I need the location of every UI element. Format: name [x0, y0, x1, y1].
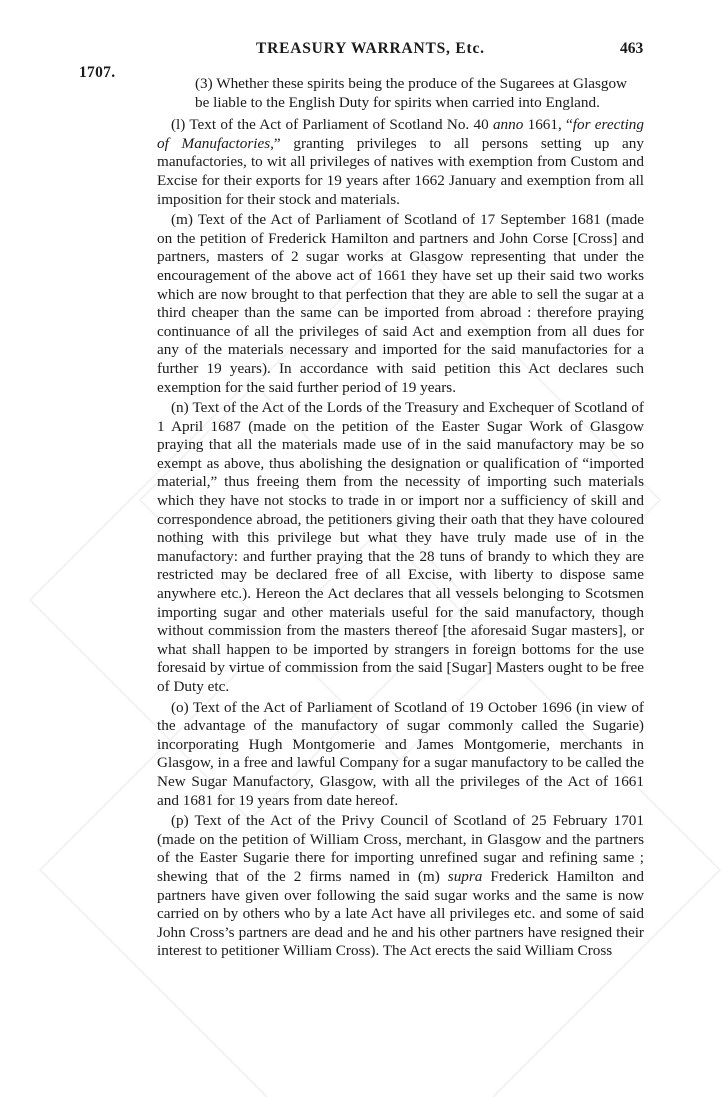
paragraph-p-italic-supra: supra [447, 867, 483, 885]
paragraph-l-italic-anno: anno [492, 116, 524, 134]
paragraph-l [157, 116, 644, 209]
paragraph-p-text-1: (p) Text of the Act of the Privy Council of Scotland of 25 February 1701 (made on the petition of William Cross, merchant, in Glasgow and the partners of the Easter Sugarie there for importing unrefined sugar and refining same ; shewing that of the 2 firms named in (m) [157, 812, 644, 885]
paragraph-m: (m) Text of the Act of Parliament of Scotland of 17 September 1681 (made on the petition of Frederick Hamilton and partners and John Corse [Cross] and partners, masters of 2 sugar works at Glasgow representing that under the encouragement of the above act of 1661 they have set up their said two works which are now brought to that perfection that they are able to sell the sugar at a third cheaper than the same can be imported from abroad : therefore praying continuance of all the privileges of said Act and exemption from all dues for any of the materials necessary and imported for the said manufactories for a further 19 years). In accordance with said petition this Act declares such exemption for the said further period of 19 years. [157, 211, 644, 396]
paragraph-l-text-1: (l) Text of the Act of Parliament of Scotland No. 40 [171, 116, 493, 134]
page-number: 463 [620, 40, 644, 57]
document-body [157, 75, 644, 963]
paragraph-l-italic-title: for erecting of Manufactories, [157, 116, 644, 152]
paragraph-l-text-2: 1661, “ [523, 116, 573, 134]
running-head [0, 40, 722, 81]
paragraph-o: (o) Text of the Act of Parliament of Scotland of 19 October 1696 (in view of the advantage of the manufactory of sugar commonly called the Sugarie) incorporating Hugh Montgomerie and James Montgomerie, merchants in Glasgow, in a free and lawful Company for a sugar manufactory to be called the New Sugar Manufactory, Glasgow, with all the privileges of the Act of 1661 and 1681 for 19 years from date hereof. [157, 698, 644, 809]
running-title: TREASURY WARRANTS, Etc. [256, 40, 485, 57]
margin-year: 1707. [79, 64, 116, 81]
paragraph-p [157, 812, 644, 961]
paragraph-n: (n) Text of the Act of the Lords of the Treasury and Exchequer of Scotland of 1 April 1687 (made on the petition of the Easter Sugar Work of Glasgow praying that all the materials made use of in the said manufactory may be so exempt as above, thus abolishing the designation or qualification of “imported material,” thus freeing them from the necessity of importing such materials which they have not stocks to trade in or import nor a sufficiency of skill and correspondence abroad, the petitioners giving their oath that they have coloured nothing with this privilege but what they have truly made use of in the manufactory: and further praying that the 28 tuns of brandy to which they are restricted may be declared free of all Excise, with liberty to dispose same anywhere etc.). Hereon the Act declares that all vessels belonging to Scotsmen importing sugar and other materials useful for the said manufactory, though without commission from the masters thereof [the aforesaid Sugar masters], or what shall happen to be imported by strangers in foreign bottoms for the use foresaid by virtue of commission from the said [Sugar] Masters ought to be free of Duty etc. [157, 399, 644, 695]
paragraph-p-text-2: Frederick Hamilton and partners have given over following the said sugar works and the same is now carried on by others who by a late Act have all privileges etc. and some of said John Cross’s partners are dead and he and his other partners have resigned their interest to petitioner William Cross). The Act erects the said William Cross [157, 867, 644, 960]
paragraph-l-text-3: ” granting privileges to all persons setting up any manufactories, to wit all privileges of natives with exemption from Custom and Excise for their exports for 19 years after 1662 January and exemption from all imposition for their stock and materials. [157, 134, 644, 208]
paragraph-q3: (3) Whether these spirits being the produce of the Sugarees at Glasgow be liable to the English Duty for spirits when carried into England. [195, 75, 628, 111]
